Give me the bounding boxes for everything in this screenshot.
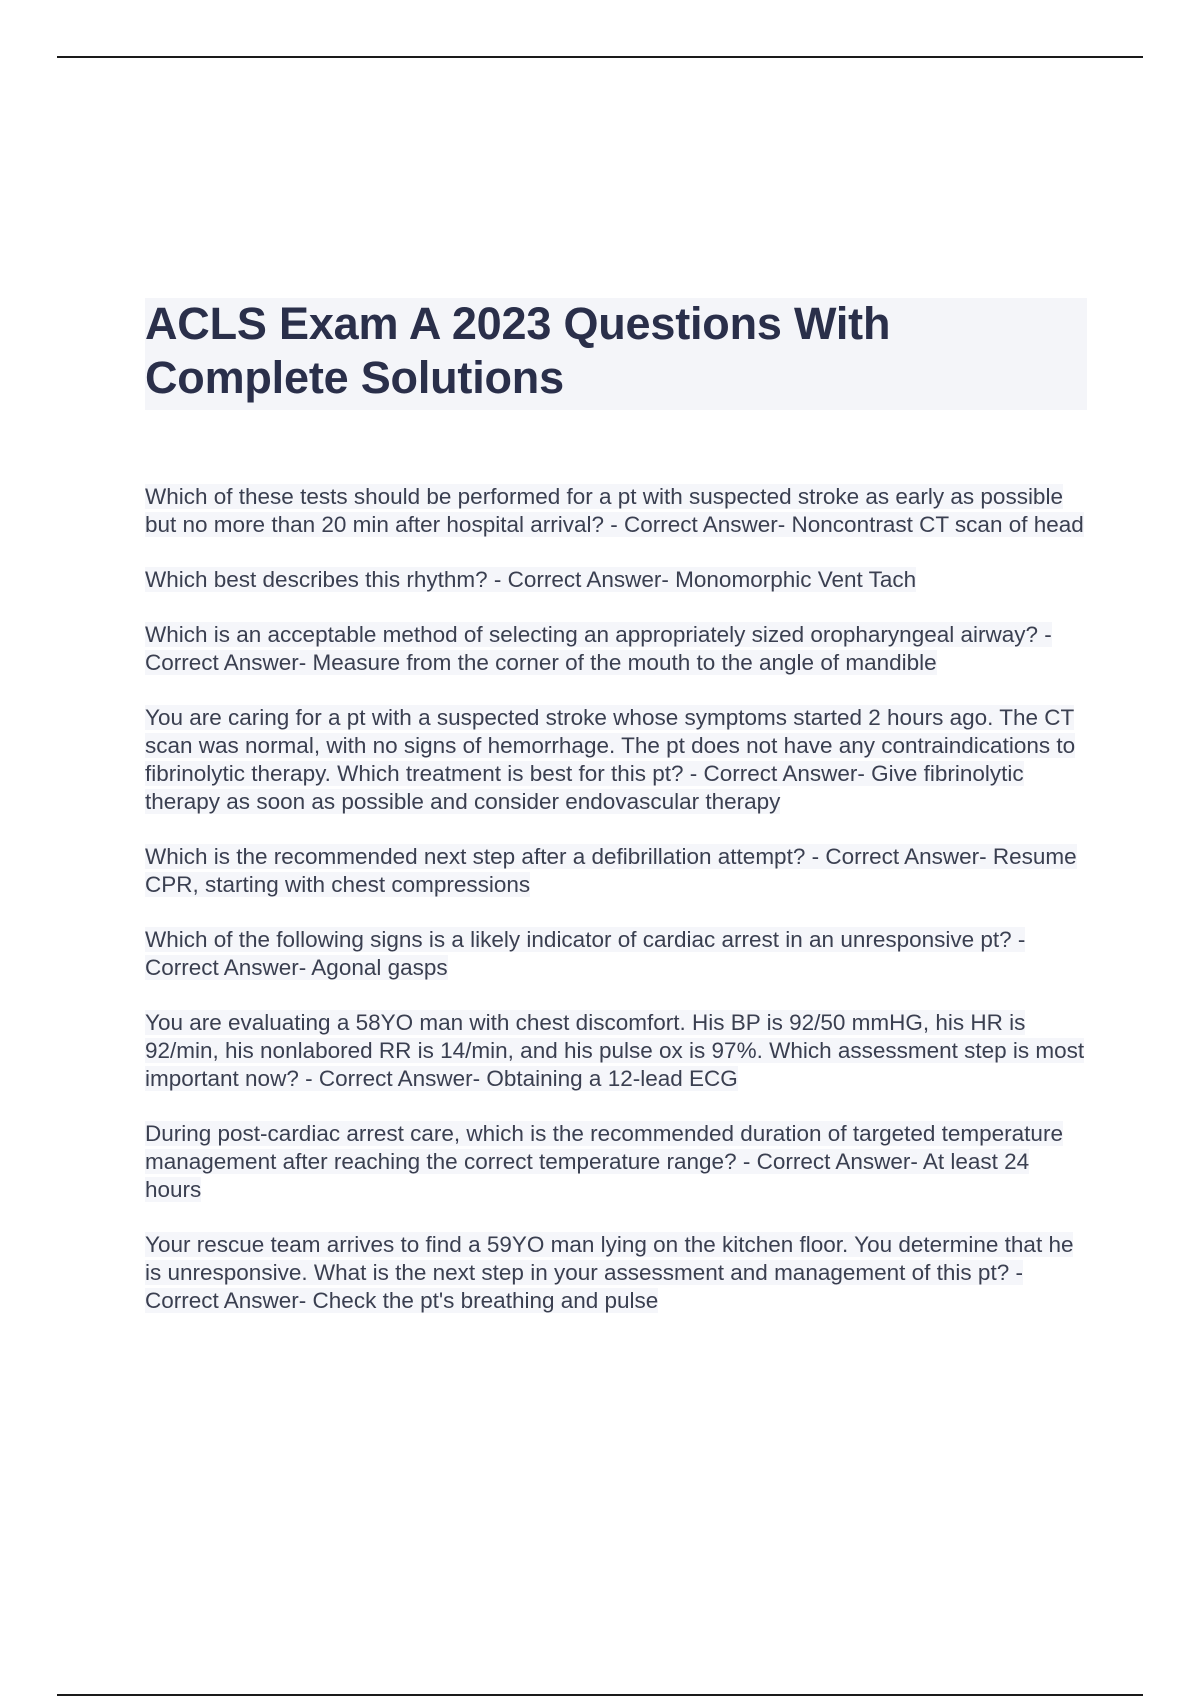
- question-text: Which of the following signs is a likely indicator of cardiac arrest in an unresponsive pt? - Correct Answer- Agonal gasps: [145, 927, 1026, 980]
- footer-rule: [57, 1694, 1143, 1696]
- question-text: Which best describes this rhythm? - Correct Answer- Monomorphic Vent Tach: [145, 567, 917, 592]
- question-item: [145, 704, 1087, 816]
- question-text: Which of these tests should be performed for a pt with suspected stroke as early as possible but no more than 20 min after hospital arrival? - Correct Answer- Noncontrast CT scan of head: [145, 484, 1084, 537]
- question-text: Which is an acceptable method of selecting an appropriately sized oropharyngeal airway? - Correct Answer- Measure from the corner of the mouth to the angle of mandible: [145, 622, 1052, 675]
- question-item: [145, 566, 1087, 594]
- question-item: [145, 621, 1087, 677]
- header-rule: [57, 56, 1143, 58]
- question-list: [145, 483, 1087, 1342]
- question-text: During post-cardiac arrest care, which is the recommended duration of targeted temperature management after reaching the correct temperature range? - Correct Answer- At least 24 hours: [145, 1121, 1063, 1202]
- question-text: You are evaluating a 58YO man with chest discomfort. His BP is 92/50 mmHG, his HR is 92/min, his nonlabored RR is 14/min, and his pulse ox is 97%. Which assessment step is most important now? - Correct Answer- Obtaining a 12-lead ECG: [145, 1010, 1085, 1091]
- question-text: You are caring for a pt with a suspected stroke whose symptoms started 2 hours ago. The CT scan was normal, with no signs of hemorrhage. The pt does not have any contraindications to fibrinolytic therapy. Which treatment is best for this pt? - Correct Answer- Give fibrinolytic therapy as soon as possible and consider endovascular therapy: [145, 705, 1076, 814]
- question-item: [145, 1009, 1087, 1093]
- question-text: Your rescue team arrives to find a 59YO man lying on the kitchen floor. You determine that he is unresponsive. What is the next step in your assessment and management of this pt? - Correct Answer- Check the pt's breathing and pulse: [145, 1232, 1074, 1313]
- document-title: ACLS Exam A 2023 Questions With Complete Solutions: [145, 298, 891, 403]
- question-item: [145, 483, 1087, 539]
- question-text: Which is the recommended next step after a defibrillation attempt? - Correct Answer- Resume CPR, starting with chest compressions: [145, 844, 1077, 897]
- question-item: [145, 843, 1087, 899]
- question-item: [145, 1231, 1087, 1315]
- question-item: [145, 926, 1087, 982]
- question-item: [145, 1120, 1087, 1204]
